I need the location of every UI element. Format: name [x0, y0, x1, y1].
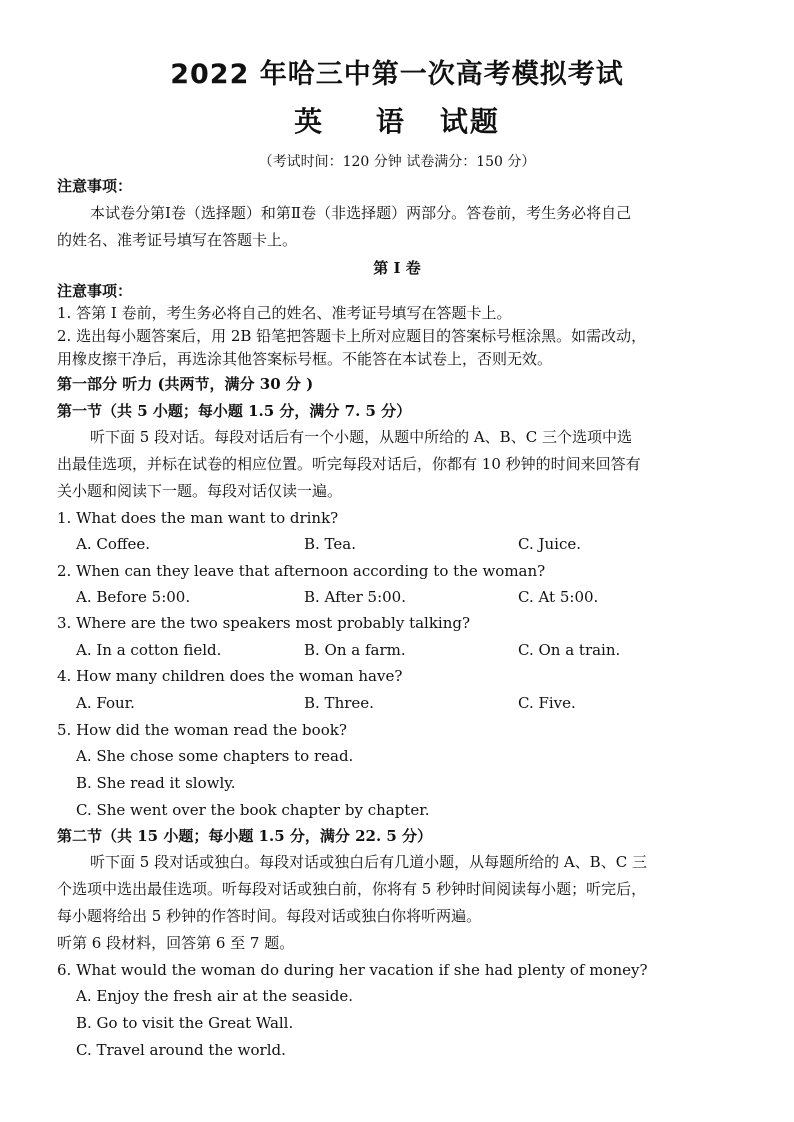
exam-subtitle	[0, 100, 794, 140]
option-a: A. She chose some chapters to read.	[76, 747, 354, 765]
notice-label: 注意事项：	[57, 177, 133, 195]
question-stem: 5. How did the woman read the book?	[57, 721, 347, 739]
option-a: A. Coffee.	[76, 535, 151, 553]
notice-item: 1. 答第 I 卷前，考生务必将自己的姓名、准考证号填写在答题卡上。	[57, 304, 512, 322]
section-heading: 第一节（共 5 小题；每小题 1.5 分，满分 7. 5 分）	[57, 402, 412, 420]
section-instruction: 每小题将给出 5 秒钟的作答时间。每段对话或独白你将听两遍。	[57, 907, 482, 925]
option-a: A. Four.	[76, 694, 135, 712]
question-stem: 6. What would the woman do during her vacation if she had plenty of money?	[57, 961, 648, 979]
notice-text-line: 本试卷分第Ⅰ卷（选择题）和第Ⅱ卷（非选择题）两部分。答卷前，考生务必将自己	[90, 204, 632, 222]
option-b: B. Three.	[304, 694, 374, 712]
section-instruction: 关小题和阅读下一题。每段对话仅读一遍。	[57, 482, 343, 500]
exam-time-info: （考试时间：120 分钟 试卷满分：150 分）	[258, 154, 536, 170]
paper-label: 试题	[439, 105, 500, 138]
option-a: A. Enjoy the fresh air at the seaside.	[76, 987, 353, 1005]
option-c: C. Travel around the world.	[76, 1041, 286, 1059]
notice-text-line: 的姓名、准考证号填写在答题卡上。	[57, 231, 298, 249]
part-heading: 第一部分 听力 (共两节，满分 30 分 )	[57, 375, 314, 393]
option-c: C. At 5:00.	[518, 588, 599, 606]
section-instruction: 听下面 5 段对话。每段对话后有一个小题，从题中所给的 A、B、C 三个选项中选	[90, 428, 632, 446]
question-stem: 2. When can they leave that afternoon according to the woman?	[57, 562, 546, 580]
notice-label: 注意事项：	[57, 282, 133, 300]
option-c: C. Five.	[518, 694, 576, 712]
volume-heading: 第 I 卷	[373, 259, 421, 277]
section-heading: 第二节（共 15 小题；每小题 1.5 分，满分 22. 5 分）	[57, 827, 433, 845]
section-instruction: 出最佳选项，并标在试卷的相应位置。听完每段对话后，你都有 10 秒钟的时间来回答有	[57, 455, 641, 473]
subject-name: 英 语	[294, 105, 426, 138]
option-b: B. After 5:00.	[304, 588, 406, 606]
exam-title: 2022 年哈三中第一次高考模拟考试	[170, 59, 624, 90]
section-instruction: 个选项中选出最佳选项。听每段对话或独白前，你将有 5 秒钟时间阅读每小题；听完后，	[57, 880, 647, 898]
option-c: C. She went over the book chapter by chapter.	[76, 801, 430, 819]
notice-item: 2. 选出每小题答案后，用 2B 铅笔把答题卡上所对应题目的答案标号框涂黑。如需改动，	[57, 327, 647, 345]
section-instruction: 听下面 5 段对话或独白。每段对话或独白后有几道小题，从每题所给的 A、B、C 三	[90, 853, 647, 871]
option-b: B. Tea.	[304, 535, 356, 553]
question-stem: 3. Where are the two speakers most probably talking?	[57, 614, 471, 632]
option-b: B. Go to visit the Great Wall.	[76, 1014, 294, 1032]
option-b: B. On a farm.	[304, 641, 406, 659]
option-c: C. On a train.	[518, 641, 621, 659]
option-b: B. She read it slowly.	[76, 774, 236, 792]
material-instruction: 听第 6 段材料，回答第 6 至 7 题。	[57, 934, 295, 952]
option-c: C. Juice.	[518, 535, 581, 553]
notice-item: 用橡皮擦干净后，再选涂其他答案标号框。不能答在本试卷上，否则无效。	[57, 350, 553, 368]
question-stem: 4. How many children does the woman have?	[57, 667, 403, 685]
option-a: A. Before 5:00.	[76, 588, 191, 606]
question-stem: 1. What does the man want to drink?	[57, 509, 339, 527]
option-a: A. In a cotton field.	[76, 641, 222, 659]
